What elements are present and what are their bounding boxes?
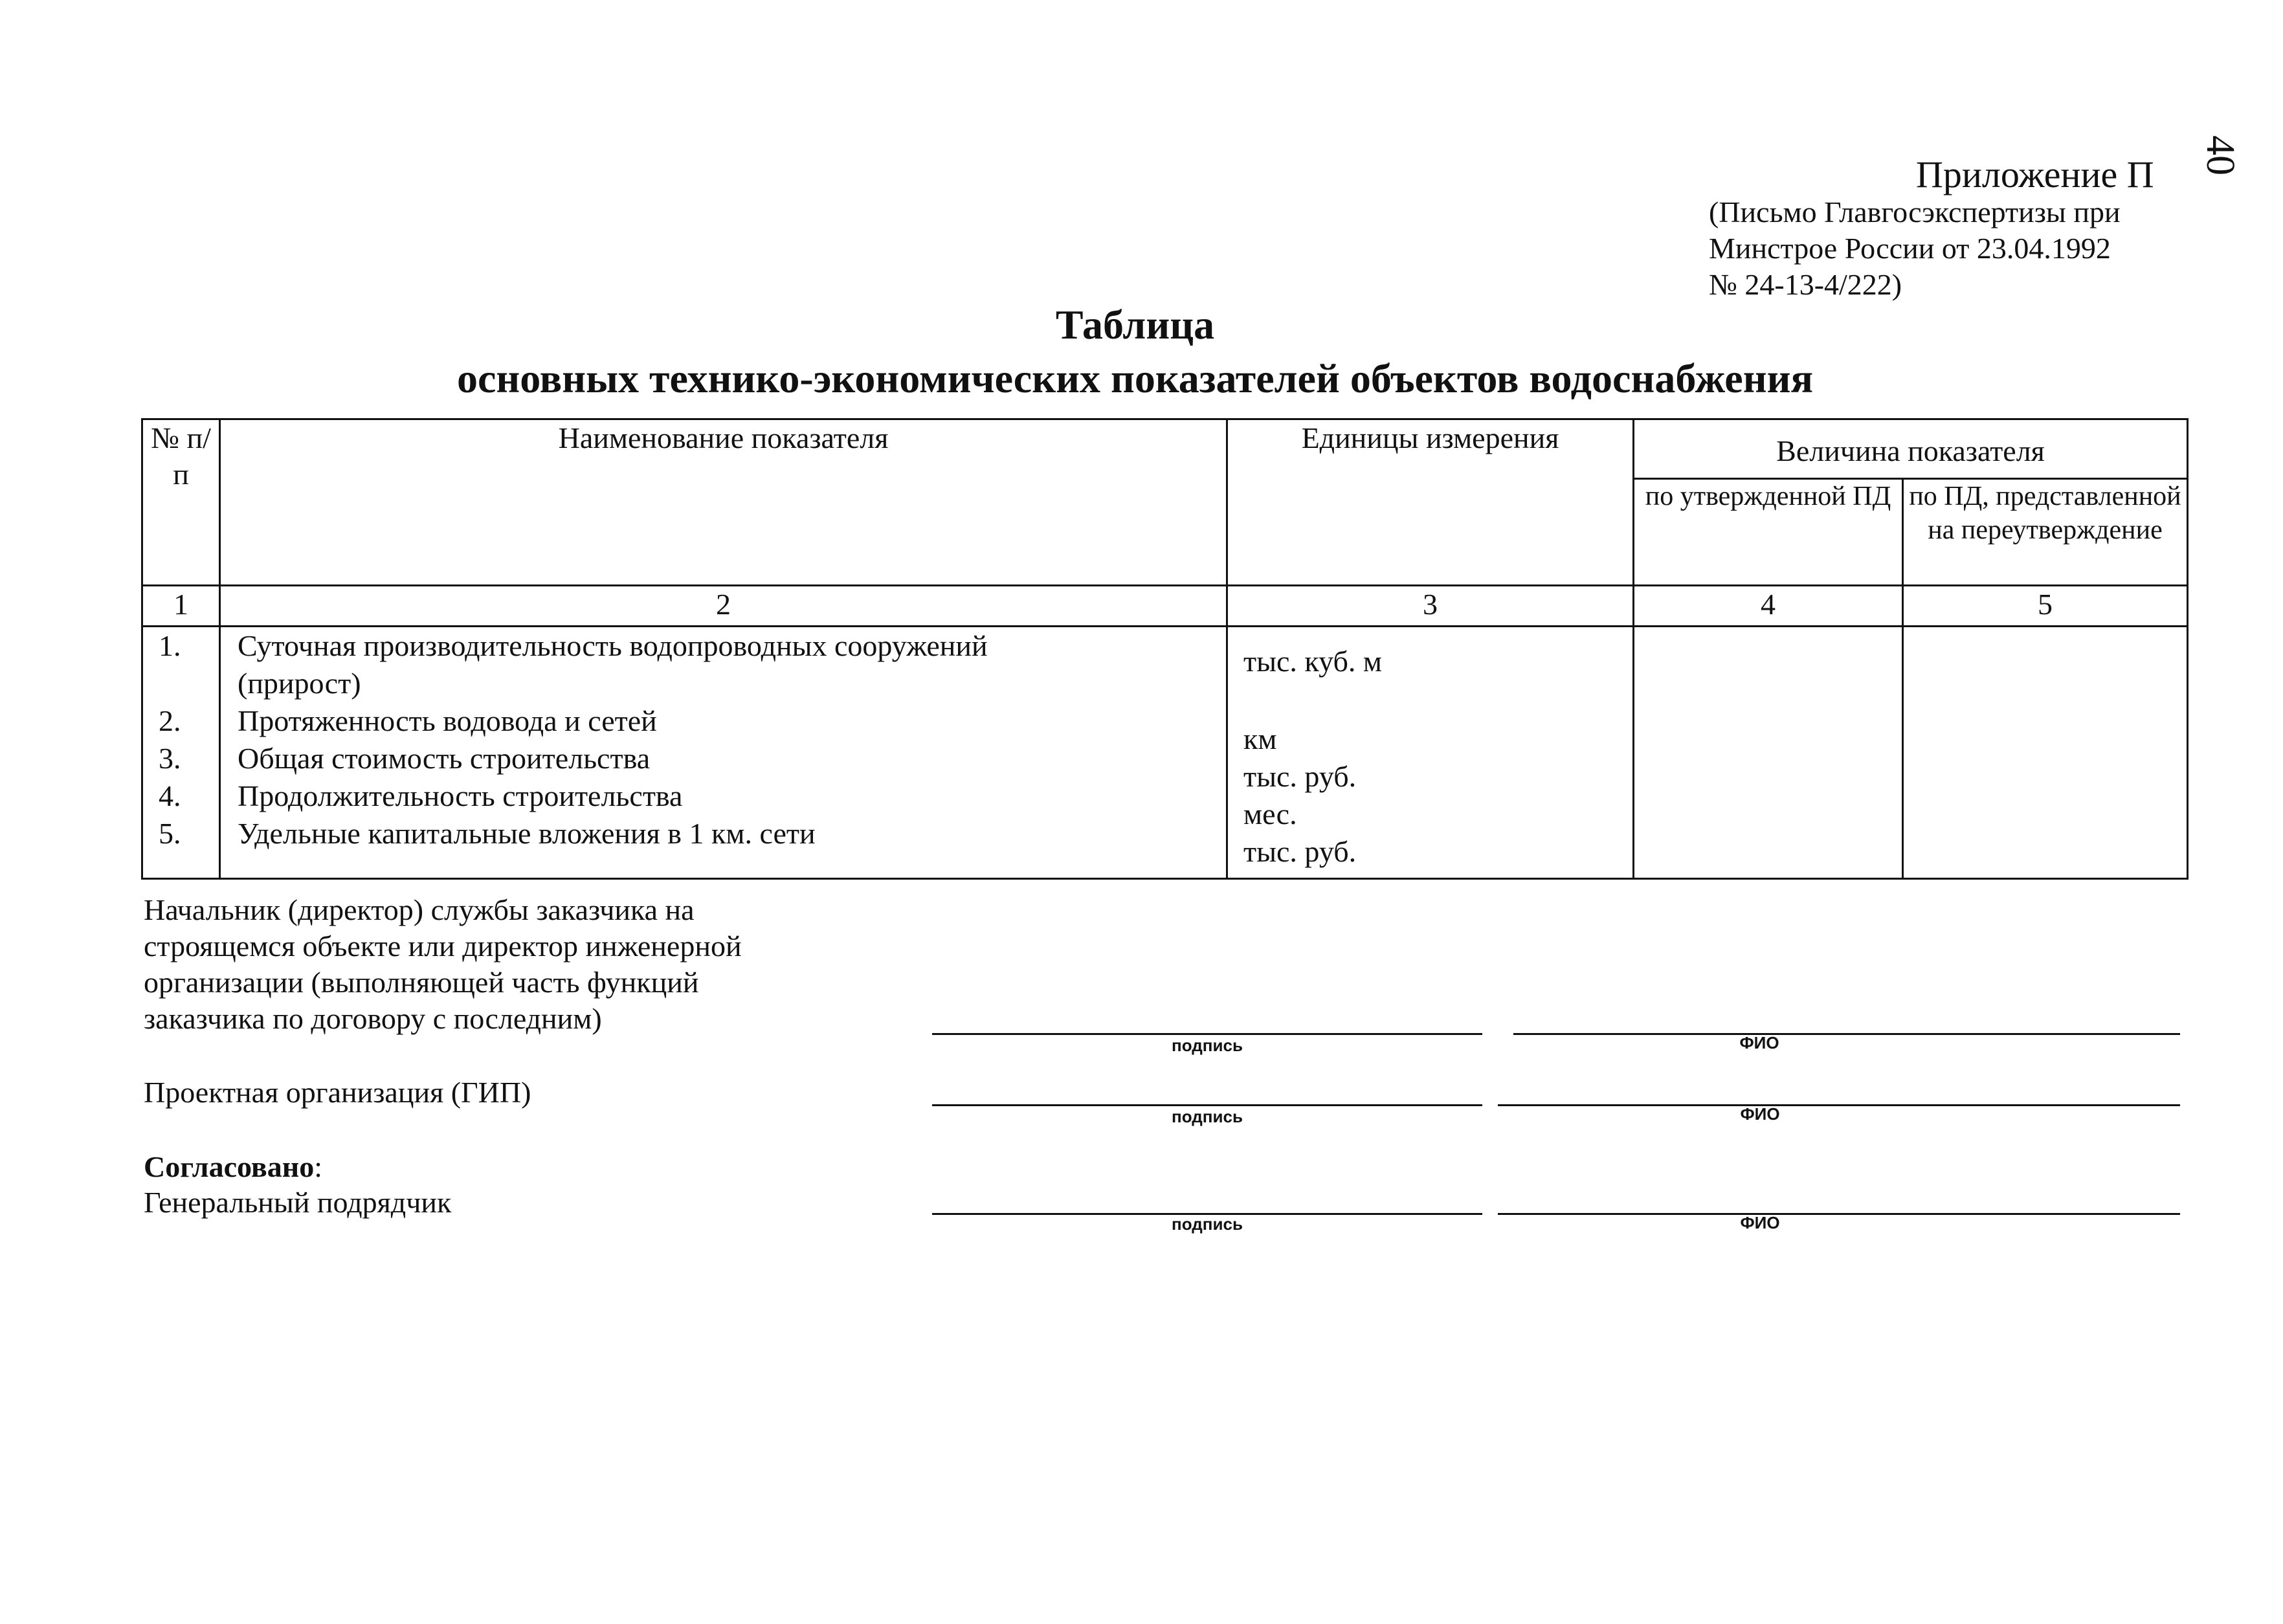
appendix-note-line: № 24-13-4/222) <box>1709 268 1902 301</box>
customer-signatory-line: Начальник (директор) службы заказчика на <box>144 893 695 926</box>
indicator-unit: тыс. руб. <box>1243 760 1357 793</box>
indicator-name: Удельные капитальные вложения в 1 км. сети <box>238 817 816 850</box>
row-units-cell <box>1227 627 1634 879</box>
indicator-unit: мес. <box>1243 797 1297 830</box>
appendix-note <box>1709 194 2121 303</box>
row-numbers-cell <box>142 627 220 879</box>
approved-values-cell <box>1634 627 1903 879</box>
row-number: 1. <box>159 629 181 662</box>
indicator-unit: км <box>1243 722 1277 755</box>
row-number: 2. <box>159 704 181 737</box>
indicator-unit: тыс. руб. <box>1243 835 1357 868</box>
column-number: 3 <box>1227 586 1634 627</box>
header-unit: Единицы измерения <box>1227 419 1634 586</box>
design-org-label: Проектная организация (ГИП) <box>144 1076 531 1109</box>
page-number: 40 <box>2198 135 2242 175</box>
header-num: № п/п <box>142 419 220 586</box>
row-names-cell <box>220 627 1227 879</box>
column-number: 5 <box>1903 586 2188 627</box>
appendix-note-line: (Письмо Главгосэкспертизы при <box>1709 195 2121 228</box>
indicator-name: (прирост) <box>238 667 361 700</box>
row-number: 5. <box>159 817 181 850</box>
table-body-row <box>142 627 2188 879</box>
indicator-unit: тыс. куб. м <box>1243 645 1383 678</box>
indicator-name: Протяженность водовода и сетей <box>238 704 657 737</box>
column-number: 2 <box>220 586 1227 627</box>
customer-signatory-line: организации (выполняющей часть функций <box>144 966 699 999</box>
row-number: 3. <box>159 742 181 775</box>
document-title: Таблица <box>1055 302 1215 348</box>
name-caption: ФИО <box>1740 1213 1780 1232</box>
signature-line <box>932 1033 1482 1035</box>
signature-caption: подпись <box>1172 1036 1243 1055</box>
appendix-title: Приложение П <box>1916 153 2154 195</box>
header-reapproval: по ПД, представленной на переутверждение <box>1903 479 2188 586</box>
column-number: 4 <box>1634 586 1903 627</box>
agreed-label: Согласовано <box>144 1150 315 1183</box>
indicator-name: Общая стоимость строительства <box>238 742 651 775</box>
customer-signatory <box>144 892 742 1037</box>
agreed-colon: : <box>314 1150 322 1183</box>
row-number: 4. <box>159 779 181 812</box>
indicator-name: Суточная производительность водопроводных сооружений <box>238 629 988 662</box>
name-caption: ФИО <box>1739 1033 1779 1052</box>
indicators-table <box>141 418 2188 880</box>
column-number: 1 <box>142 586 220 627</box>
header-name: Наименование показателя <box>220 419 1227 586</box>
reapproval-values-cell <box>1903 627 2188 879</box>
customer-signatory-line: строящемся объекте или директор инженерной <box>144 929 742 962</box>
header-approved: по утвержденной ПД <box>1634 479 1903 586</box>
indicator-name: Продолжительность строительства <box>238 779 683 812</box>
header-value: Величина показателя <box>1634 419 2188 479</box>
signature-caption: подпись <box>1172 1214 1243 1234</box>
name-caption: ФИО <box>1740 1104 1780 1124</box>
general-contractor-label: Генеральный подрядчик <box>144 1186 452 1219</box>
signature-caption: подпись <box>1172 1107 1243 1126</box>
document-subtitle: основных технико-экономических показателей объектов водоснабжения <box>456 355 1814 401</box>
appendix-note-line: Минстрое России от 23.04.1992 <box>1709 232 2111 265</box>
signature-line <box>932 1104 1482 1106</box>
agreed-heading <box>144 1149 322 1185</box>
customer-signatory-line: заказчика по договору с последним) <box>144 1002 602 1035</box>
